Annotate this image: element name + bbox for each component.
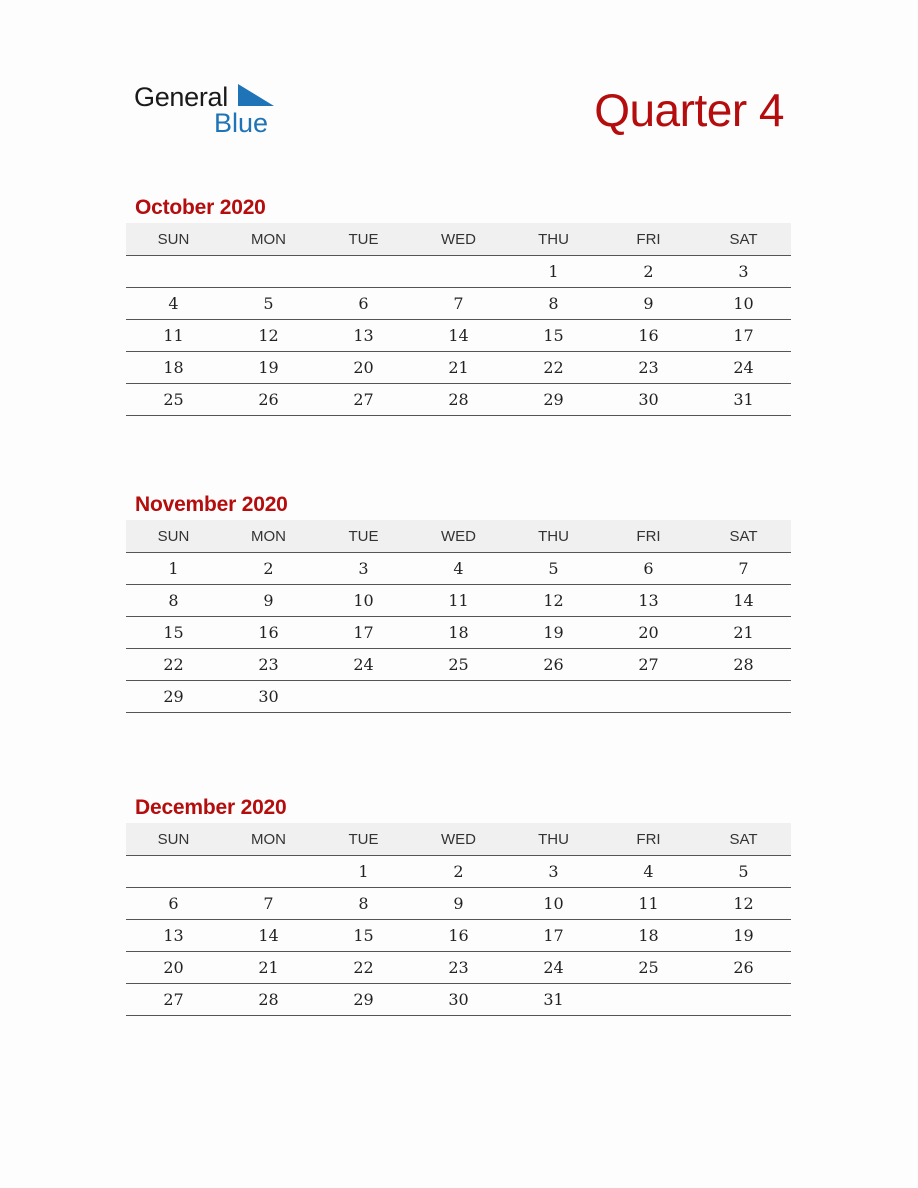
weekday-header-row: [126, 520, 791, 553]
day-cell: 28: [411, 384, 506, 416]
day-cell: 26: [221, 384, 316, 416]
day-cell: [696, 681, 791, 713]
day-cell: 20: [316, 352, 411, 384]
weekday-label: THU: [506, 223, 601, 256]
day-cell: 27: [601, 649, 696, 681]
day-cell: 2: [221, 553, 316, 585]
day-cell: 28: [221, 984, 316, 1016]
weekday-label: TUE: [316, 823, 411, 856]
day-cell: 27: [126, 984, 221, 1016]
day-cell: 3: [696, 256, 791, 288]
day-cell: 23: [601, 352, 696, 384]
day-cell: 10: [506, 888, 601, 920]
day-cell: 20: [601, 617, 696, 649]
day-cell: 24: [696, 352, 791, 384]
weekday-label: MON: [221, 520, 316, 553]
day-cell: [126, 256, 221, 288]
day-cell: 16: [221, 617, 316, 649]
day-cell: 10: [316, 585, 411, 617]
day-cell: 4: [411, 553, 506, 585]
week-row: [126, 617, 791, 649]
day-cell: [601, 984, 696, 1016]
day-cell: 13: [126, 920, 221, 952]
day-cell: 26: [506, 649, 601, 681]
day-cell: 12: [506, 585, 601, 617]
day-cell: 10: [696, 288, 791, 320]
day-cell: 8: [316, 888, 411, 920]
day-cell: 19: [506, 617, 601, 649]
weekday-label: SUN: [126, 223, 221, 256]
page-title: Quarter 4: [594, 84, 784, 136]
week-row: [126, 288, 791, 320]
day-cell: 21: [221, 952, 316, 984]
day-cell: 7: [411, 288, 506, 320]
logo-text-blue: Blue: [214, 108, 269, 138]
day-cell: 18: [601, 920, 696, 952]
day-cell: 9: [411, 888, 506, 920]
weekday-label: THU: [506, 520, 601, 553]
day-cell: 23: [411, 952, 506, 984]
day-cell: 25: [411, 649, 506, 681]
day-cell: 27: [316, 384, 411, 416]
week-row: [126, 920, 791, 952]
month-title: November 2020: [135, 493, 288, 516]
day-cell: 3: [506, 856, 601, 888]
day-cell: 17: [316, 617, 411, 649]
day-cell: 15: [316, 920, 411, 952]
day-cell: 17: [696, 320, 791, 352]
week-row: [126, 856, 791, 888]
weekday-label: SAT: [696, 223, 791, 256]
day-cell: 1: [506, 256, 601, 288]
week-row: [126, 888, 791, 920]
day-cell: [696, 984, 791, 1016]
weekday-label: WED: [411, 823, 506, 856]
weekday-label: SUN: [126, 823, 221, 856]
week-row: [126, 649, 791, 681]
day-cell: [221, 256, 316, 288]
day-cell: 1: [126, 553, 221, 585]
week-row: [126, 352, 791, 384]
day-cell: [411, 256, 506, 288]
day-cell: 25: [601, 952, 696, 984]
weekday-label: FRI: [601, 823, 696, 856]
week-row: [126, 384, 791, 416]
day-cell: 14: [696, 585, 791, 617]
day-cell: 15: [506, 320, 601, 352]
day-cell: 22: [506, 352, 601, 384]
day-cell: 30: [411, 984, 506, 1016]
weekday-label: SAT: [696, 520, 791, 553]
weekday-label: SAT: [696, 823, 791, 856]
month-november: [126, 492, 791, 722]
day-cell: 24: [316, 649, 411, 681]
day-cell: 29: [126, 681, 221, 713]
day-cell: 15: [126, 617, 221, 649]
day-cell: 12: [696, 888, 791, 920]
day-cell: 14: [411, 320, 506, 352]
day-cell: 14: [221, 920, 316, 952]
week-row: [126, 256, 791, 288]
day-cell: 22: [316, 952, 411, 984]
weekday-label: SUN: [126, 520, 221, 553]
day-cell: [126, 856, 221, 888]
day-cell: 16: [601, 320, 696, 352]
month-october: [126, 195, 791, 425]
month-title: December 2020: [135, 796, 287, 819]
day-cell: 7: [696, 553, 791, 585]
day-cell: 26: [696, 952, 791, 984]
day-cell: 6: [126, 888, 221, 920]
day-cell: 5: [221, 288, 316, 320]
day-cell: 30: [221, 681, 316, 713]
day-cell: 12: [221, 320, 316, 352]
brand-logo: [134, 82, 284, 138]
calendar-grid: [126, 823, 791, 1016]
day-cell: 9: [221, 585, 316, 617]
day-cell: 23: [221, 649, 316, 681]
day-cell: 28: [696, 649, 791, 681]
day-cell: 8: [126, 585, 221, 617]
day-cell: 6: [601, 553, 696, 585]
day-cell: 29: [506, 384, 601, 416]
day-cell: 24: [506, 952, 601, 984]
week-row: [126, 585, 791, 617]
week-row: [126, 681, 791, 713]
day-cell: 20: [126, 952, 221, 984]
day-cell: [221, 856, 316, 888]
week-row: [126, 320, 791, 352]
day-cell: 1: [316, 856, 411, 888]
day-cell: 18: [411, 617, 506, 649]
day-cell: 30: [601, 384, 696, 416]
day-cell: 4: [126, 288, 221, 320]
day-cell: 5: [696, 856, 791, 888]
day-cell: 4: [601, 856, 696, 888]
weekday-header-row: [126, 823, 791, 856]
weekday-label: MON: [221, 823, 316, 856]
weekday-label: FRI: [601, 223, 696, 256]
day-cell: 21: [411, 352, 506, 384]
day-cell: 11: [601, 888, 696, 920]
weekday-label: MON: [221, 223, 316, 256]
week-row: [126, 984, 791, 1016]
day-cell: 3: [316, 553, 411, 585]
day-cell: 18: [126, 352, 221, 384]
weekday-label: TUE: [316, 520, 411, 553]
day-cell: 7: [221, 888, 316, 920]
weekday-label: WED: [411, 520, 506, 553]
day-cell: 2: [601, 256, 696, 288]
day-cell: 19: [696, 920, 791, 952]
calendar-grid: [126, 223, 791, 416]
calendar-grid: [126, 520, 791, 713]
day-cell: [506, 681, 601, 713]
week-row: [126, 952, 791, 984]
day-cell: 5: [506, 553, 601, 585]
day-cell: 29: [316, 984, 411, 1016]
day-cell: [411, 681, 506, 713]
day-cell: 19: [221, 352, 316, 384]
day-cell: 13: [601, 585, 696, 617]
day-cell: 6: [316, 288, 411, 320]
day-cell: 31: [696, 384, 791, 416]
day-cell: [316, 681, 411, 713]
day-cell: 22: [126, 649, 221, 681]
weekday-label: THU: [506, 823, 601, 856]
week-row: [126, 553, 791, 585]
weekday-label: FRI: [601, 520, 696, 553]
weekday-header-row: [126, 223, 791, 256]
day-cell: 16: [411, 920, 506, 952]
day-cell: 11: [411, 585, 506, 617]
day-cell: [601, 681, 696, 713]
logo-triangle-icon: [238, 84, 276, 108]
day-cell: 25: [126, 384, 221, 416]
day-cell: 11: [126, 320, 221, 352]
month-december: [126, 795, 791, 1025]
weekday-label: TUE: [316, 223, 411, 256]
day-cell: 17: [506, 920, 601, 952]
day-cell: 21: [696, 617, 791, 649]
day-cell: 2: [411, 856, 506, 888]
day-cell: 31: [506, 984, 601, 1016]
day-cell: 8: [506, 288, 601, 320]
month-title: October 2020: [135, 196, 266, 219]
logo-text-general: General: [134, 82, 228, 112]
day-cell: 13: [316, 320, 411, 352]
day-cell: [316, 256, 411, 288]
day-cell: 9: [601, 288, 696, 320]
weekday-label: WED: [411, 223, 506, 256]
